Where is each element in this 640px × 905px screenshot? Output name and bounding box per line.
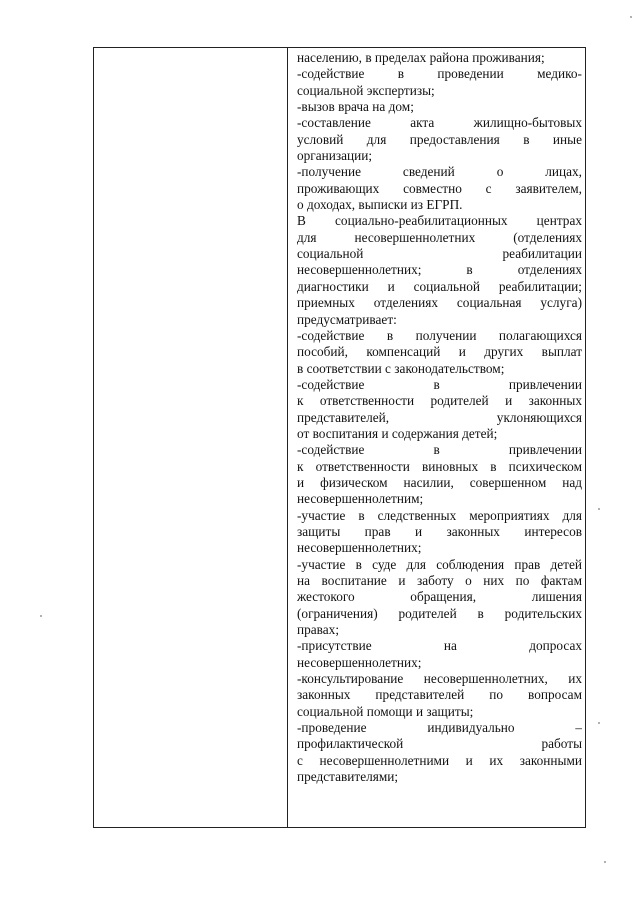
text-line: несовершеннолетних; (297, 540, 422, 556)
text-line: -участие в суде для соблюдения прав детей (297, 556, 582, 572)
text-line: несовершеннолетних; в отделениях (297, 262, 582, 278)
text-line: к ответственности виновных в психическом (297, 458, 582, 474)
scan-speck (598, 722, 600, 724)
scan-speck (604, 861, 606, 863)
text-line: социальной реабилитации (297, 246, 582, 262)
text-line: защиты прав и законных интересов (297, 523, 582, 539)
text-line: социальной помощи и защиты; (297, 703, 474, 719)
text-line: о доходах, выписки из ЕГРП. (297, 197, 463, 213)
text-line: (ограничения) родителей в родительских (297, 605, 582, 621)
scan-speck (598, 508, 600, 510)
text-line: и физическом насилии, совершенном над (297, 474, 582, 490)
text-line: социальной экспертизы; (297, 82, 435, 98)
text-line: -проведение индивидуально – (297, 720, 582, 736)
text-line: несовершеннолетних; (297, 654, 422, 670)
text-line: -присутствие на допросах (297, 638, 582, 654)
text-line: -составление акта жилищно-бытовых (297, 115, 582, 131)
text-line: диагностики и социальной реабилитации; (297, 278, 582, 294)
text-line: приемных отделениях социальная услуга) (297, 295, 582, 311)
scan-speck (630, 16, 632, 18)
text-line: представителей, уклоняющихся (297, 409, 582, 425)
text-line: проживающих совместно с заявителем, (297, 180, 582, 196)
text-line: правах; (297, 622, 340, 638)
text-line: жестокого обращения, лишения (297, 589, 582, 605)
text-line: для несовершеннолетних (отделениях (297, 229, 582, 245)
text-line: к ответственности родителей и законных (297, 393, 582, 409)
text-line: -содействие в привлечении (297, 376, 582, 392)
text-line: предусматривает: (297, 311, 397, 327)
text-line: -содействие в привлечении (297, 442, 582, 458)
text-line: -получение сведений о лицах, (297, 164, 582, 180)
text-line: законных представителей по вопросам (297, 687, 582, 703)
text-line: представителями; (297, 769, 399, 785)
text-line: -содействие в проведении медико- (297, 66, 582, 82)
scan-speck (40, 615, 42, 617)
text-line: -участие в следственных мероприятиях для (297, 507, 582, 523)
text-line: пособий, компенсаций и других выплат (297, 344, 582, 360)
text-line: с несовершеннолетними и их законными (297, 752, 582, 768)
text-line: от воспитания и содержания детей; (297, 425, 498, 441)
text-line: на воспитание и заботу о них по фактам (297, 573, 582, 588)
text-line: в соответствии с законодательством; (297, 360, 505, 376)
services-table (93, 47, 586, 828)
text-line: -вызов врача на дом; (297, 99, 414, 115)
table-column-divider (287, 48, 288, 827)
text-line: профилактической работы (297, 736, 582, 752)
text-line: -содействие в получении полагающихся (297, 327, 582, 343)
text-line: В социально-реабилитационных центрах (297, 213, 582, 229)
table-left-cell (94, 48, 287, 827)
text-line: организации; (297, 148, 373, 164)
text-line: несовершеннолетним; (297, 491, 424, 507)
table-right-cell-text (297, 50, 582, 785)
text-line: условий для предоставления в иные (297, 131, 582, 147)
text-line: -консультирование несовершеннолетних, их (297, 671, 582, 687)
text-line: населению, в пределах района проживания; (297, 50, 545, 65)
